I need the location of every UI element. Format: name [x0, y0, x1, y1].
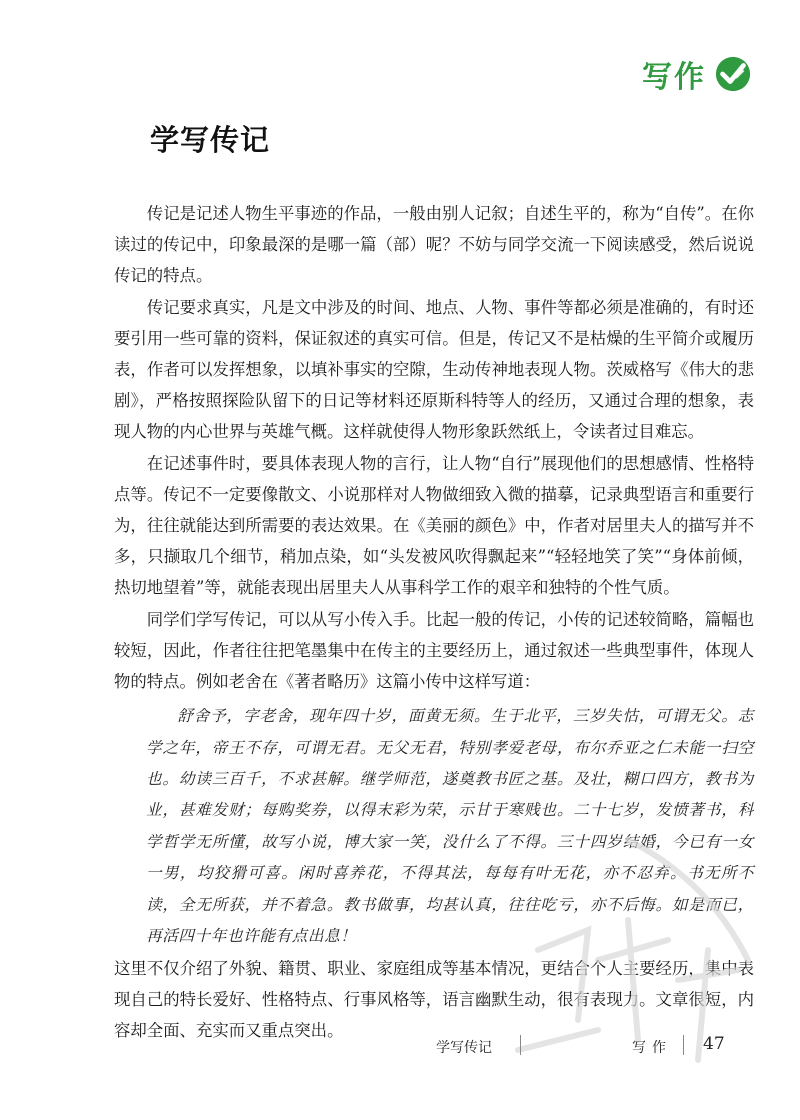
paragraph: 传记是记述人物生平事迹的作品，一般由别人记叙；自述生平的，称为“自传”。在你读过的传记中，印象最深的是哪一篇（部）呢？不妨与同学交流一下阅读感受，然后说说传记的特点。	[114, 204, 754, 286]
paragraph: 在记述事件时，要具体表现人物的言行，让人物“自行”展现他们的思想感情、性格特点等。传记不一定要像散文、小说那样对人物做细致入微的描摹，记录典型语言和重要行为，往往就能达到所需要的表达效果。在《美丽的颜色》中，作者对居里夫人的描写并不多，只撷取几个细节，稍加点染，如“头发被风吹得飘起来”“轻轻地笑了笑”“身体前倾，热切地望着”等，就能表现出居里夫人从事科学工作的艰辛和独特的个性气质。	[114, 453, 754, 598]
pen-check-icon	[714, 55, 752, 93]
page-title: 学写传记	[150, 123, 271, 157]
closing-paragraph: 这里不仅介绍了外貌、籍贯、职业、家庭组成等基本情况，更结合个人主要经历，集中表现自己的特长爱好、性格特点、行事风格等，语言幽默生动，很有表现力。文章很短，内容却全面、充实而又重点突出。	[114, 958, 754, 1040]
paragraph: 传记要求真实，凡是文中涉及的时间、地点、人物、事件等都必须是准确的，有时还要引用一些可靠的资料，保证叙述的真实可信。但是，传记又不是枯燥的生平简介或履历表，作者可以发挥想象，以填补事实的空隙，生动传神地表现人物。茨威格写《伟大的悲剧》，严格按照探险队留下的日记等材料还原斯科特等人的经历，又通过合理的想象，表现人物的内心世界与英雄气概。这样就使得人物形象跃然纸上，令读者过目难忘。	[114, 297, 754, 442]
chapter-tag	[642, 52, 752, 96]
article-body	[114, 198, 754, 1046]
footer-divider	[683, 1035, 684, 1055]
chapter-tag-label: 写作	[642, 60, 706, 95]
quote-text: 舒舍予，字老舍，现年四十岁，面黄无须。生于北平，三岁失怙，可谓无父。志学之年，帝王不存，可谓无君。无父无君，特别孝爱老母，布尔乔亚之仁未能一扫空也。幼读三百千，不求甚解。继学师范，遂奠教书匠之基。及壮，糊口四方，教书为业，甚难发财；每购奖券，以得末彩为荣，示甘于寒贱也。二十七岁，发愤著书，科学哲学无所懂，故写小说，博大家一笑，没什么了不得。三十四岁结婚，今已有一女一男，均狡猾可喜。闲时喜养花，不得其法，每每有叶无花，亦不忍弃。书无所不读，全无所获，并不着急。教书做事，均甚认真，往往吃亏，亦不后悔。如是而已，再活四十年也许能有点出息！	[146, 707, 754, 946]
footer-divider	[520, 1035, 521, 1055]
footer-chapter: 写作	[632, 1040, 672, 1056]
footer-section-title: 学写传记	[436, 1040, 492, 1056]
page-footer	[0, 1031, 800, 1061]
page-number: 47	[703, 1034, 725, 1054]
paragraph: 同学们学写传记，可以从写小传入手。比起一般的传记，小传的记述较简略，篇幅也较短，因此，作者往往把笔墨集中在传主的主要经历上，通过叙述一些典型事件，体现人物的特点。例如老舍在《著者略历》这篇小传中这样写道：	[114, 609, 754, 692]
block-quote	[114, 701, 754, 952]
